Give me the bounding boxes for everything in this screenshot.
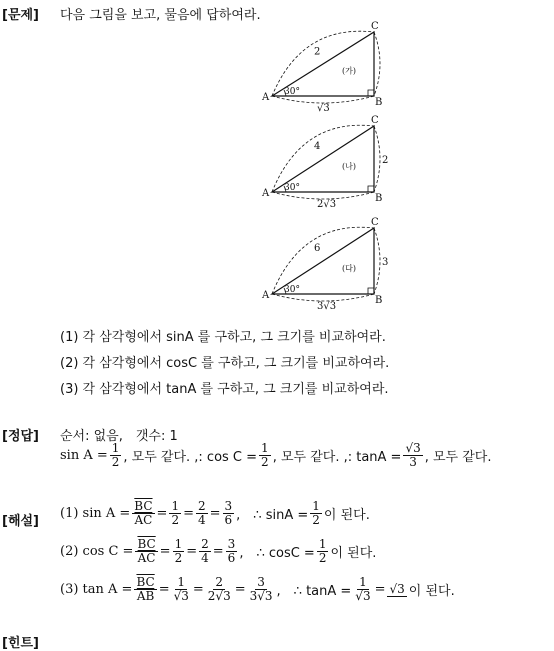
- vertex-a-label: A: [262, 290, 270, 301]
- solution-line-3: (3) tan A = $\frac{\overline{BC}}{AB}$ = $\frac{1}{√3}$ = $\frac{2}{2√3}$ = $\frac{3}{3√3}$ , ∴ tanA = $\frac{1}{√3}$ = √3 이 된다.: [60, 575, 455, 603]
- angle-label: 30°: [284, 285, 300, 295]
- question-3: (3) 각 삼각형에서 tanA 를 구하고, 그 크기를 비교하여라.: [60, 382, 389, 397]
- triangle-figures: [0, 18, 554, 328]
- answer-order-line: 순서: 없음, 갯수: 1: [60, 429, 178, 444]
- hypotenuse-label: 6: [314, 243, 321, 255]
- hypotenuse-label: 4: [314, 141, 321, 153]
- base-arc: [272, 294, 374, 301]
- hypotenuse-label: 2: [314, 46, 321, 58]
- vertex-b-label: B: [375, 193, 383, 204]
- solution-line-2: (2) cos C = $\frac{\overline{BC}}{AC}$ = $\frac{1}{2}$ = $\frac{2}{4}$ = $\frac{3}{6}$ , ∴ cosC = $\frac{1}{2}$ 이 된다.: [60, 537, 377, 565]
- base-label: 2√3: [317, 199, 337, 210]
- right-angle-mark: [368, 90, 374, 96]
- angle-label: 30°: [284, 87, 300, 97]
- fraction-half-2: $\frac{1}{2}$: [261, 441, 269, 469]
- question-2: (2) 각 삼각형에서 cosC 를 구하고, 그 크기를 비교하여라.: [60, 356, 390, 371]
- answer-tag: [정답]: [2, 429, 39, 444]
- solution-line-1: (1) sin A = $\frac{\overline{BC}}{AC}$ = $\frac{1}{2}$ = $\frac{2}{4}$ = $\frac{3}{6}$ , ∴ sinA = $\frac{1}{2}$ 이 된다.: [60, 499, 370, 527]
- figure-label: (나): [342, 161, 356, 171]
- vertex-b-label: B: [375, 97, 383, 108]
- vertex-a-label: A: [262, 92, 270, 103]
- vertex-c-label: C: [371, 21, 379, 32]
- height-arc: [374, 32, 380, 96]
- vertex-c-label: C: [371, 217, 379, 228]
- height-arc: [374, 228, 380, 294]
- fraction-half-1: $\frac{1}{2}$: [111, 441, 120, 469]
- answer-same-2: , 모두 같다. ,: tanA =: [272, 450, 402, 465]
- figure-label: (가): [342, 66, 356, 76]
- fraction-root3-over-3: $\frac{√3}{3}$: [405, 441, 421, 469]
- question-1: (1) 각 삼각형에서 sinA 를 구하고, 그 크기를 비교하여라.: [60, 330, 386, 345]
- vertex-b-label: B: [375, 295, 383, 306]
- right-angle-mark: [368, 288, 374, 294]
- angle-label: 30°: [284, 183, 300, 193]
- problem-tag: [문제]: [2, 8, 39, 23]
- height-label: 2: [382, 155, 389, 166]
- answer-same-1: , 모두 같다. ,: cos C =: [123, 450, 258, 465]
- base-arc: [272, 192, 374, 199]
- answer-line: [60, 442, 492, 469]
- base-arc: [272, 96, 374, 103]
- answer-sin-lhs: sin A =: [60, 448, 108, 463]
- hint-tag: [힌트]: [2, 636, 39, 651]
- right-angle-mark: [368, 186, 374, 192]
- answer-same-3: , 모두 같다.: [424, 450, 492, 465]
- height-arc: [374, 126, 380, 192]
- base-label: √3: [317, 103, 330, 114]
- problem-instruction: 다음 그림을 보고, 물음에 답하여라.: [60, 8, 261, 23]
- base-label: 3√3: [317, 301, 337, 312]
- figure-label: (다): [342, 263, 356, 273]
- vertex-c-label: C: [371, 115, 379, 126]
- height-label: 3: [382, 257, 389, 268]
- solution-tag: [해설]: [2, 514, 39, 529]
- vertex-a-label: A: [262, 188, 270, 199]
